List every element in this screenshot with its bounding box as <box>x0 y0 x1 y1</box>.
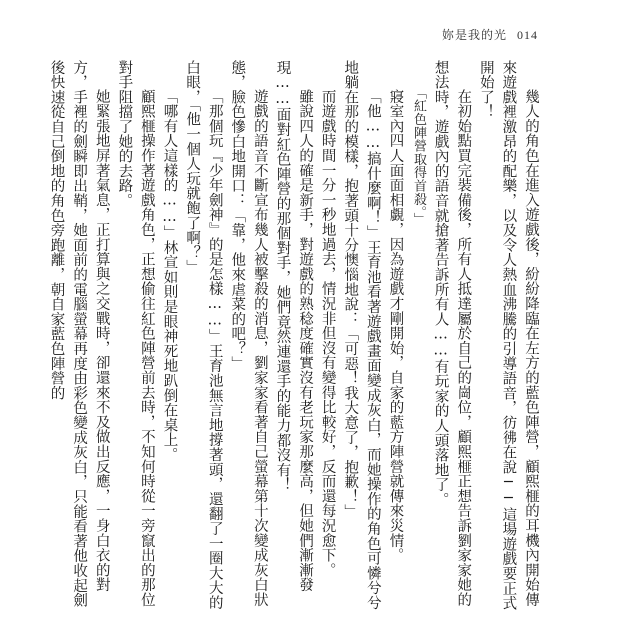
paragraph: 在初始點買完裝備後，所有人抵達屬於自己的崗位，顧熙榧正想告訴劉家家她的想法時，遊戲內的語音就搶著告訴所有人……有玩家的人頭落地了。 <box>432 60 472 607</box>
paragraph: 「那個玩『少年劍神』的是怎樣……」王育池無言地撐著頭，還翻了一圈大大的白眼，「他一個人玩就飽了啊？」 <box>184 60 223 610</box>
paragraph: 顧熙榧操作著遊戲角色，正想偷往紅色陣營前去時，不知何時從一旁竄出的那位對手阻擋了她的去路。 <box>116 60 155 607</box>
paragraph: 雖說四人的確是新手，對遊戲的熟稔度確實沒有老玩家那麼高，但她們漸漸發現……面對紅色陣營的那個對手，她們竟然連還手的能力都沒有！ <box>274 60 314 593</box>
paragraph: 她緊張地屏著氣息，正打算與之交戰時，卻還來不及做出反應，一身白衣的對方，手裡的劍瞬即出鞘，她面前的電腦螢幕再度由彩色變成灰白，只能看著他收起劍後快速從自己倒地的角色旁跑離，朝自家藍色陣營的 <box>48 60 110 608</box>
book-title: 妳是我的光 <box>441 28 507 42</box>
paragraph: 而遊戲時間一分一秒地過去，情況非但沒有變得比較好，反而還每況愈下。 <box>319 89 336 578</box>
paragraph: 「哪有人這樣的……」林宣如則是眼神死地趴倒在桌上。 <box>161 89 178 462</box>
running-head <box>442 26 538 43</box>
paragraph-game-announcement: 「紅色陣營取得首殺。」 <box>411 86 427 226</box>
paragraph: 寢室內四人面面相覷，因為遊戲才剛開始，自家的藍方陣營就傳來災情。 <box>387 89 404 563</box>
page-number: 014 <box>517 28 538 42</box>
body-text <box>45 60 542 620</box>
paragraph: 幾人的角色在進入遊戲後，紛紛降臨在左方的藍色陣營，顧熙榧的耳機內開始傳來遊戲裡激昂的配樂，以及令人熱血沸騰的引導語音，彷彿在說──這場遊戲要正式開始了！ <box>477 60 539 611</box>
paragraph: 遊戲的語音不斷宣布幾人被擊殺的消息，劉家家看著自己螢幕第十次變成灰白狀態，臉色慘白地開口：「靠，他來虐菜的吧？」 <box>229 60 268 607</box>
paragraph: 「他……搞什麼啊！」王育池看著遊戲畫面變成灰白，而她操作的角色可憐兮兮地躺在那的模樣，抱著頭十分懊惱地說：「可惡！我大意了，抱歉！」 <box>342 60 381 610</box>
